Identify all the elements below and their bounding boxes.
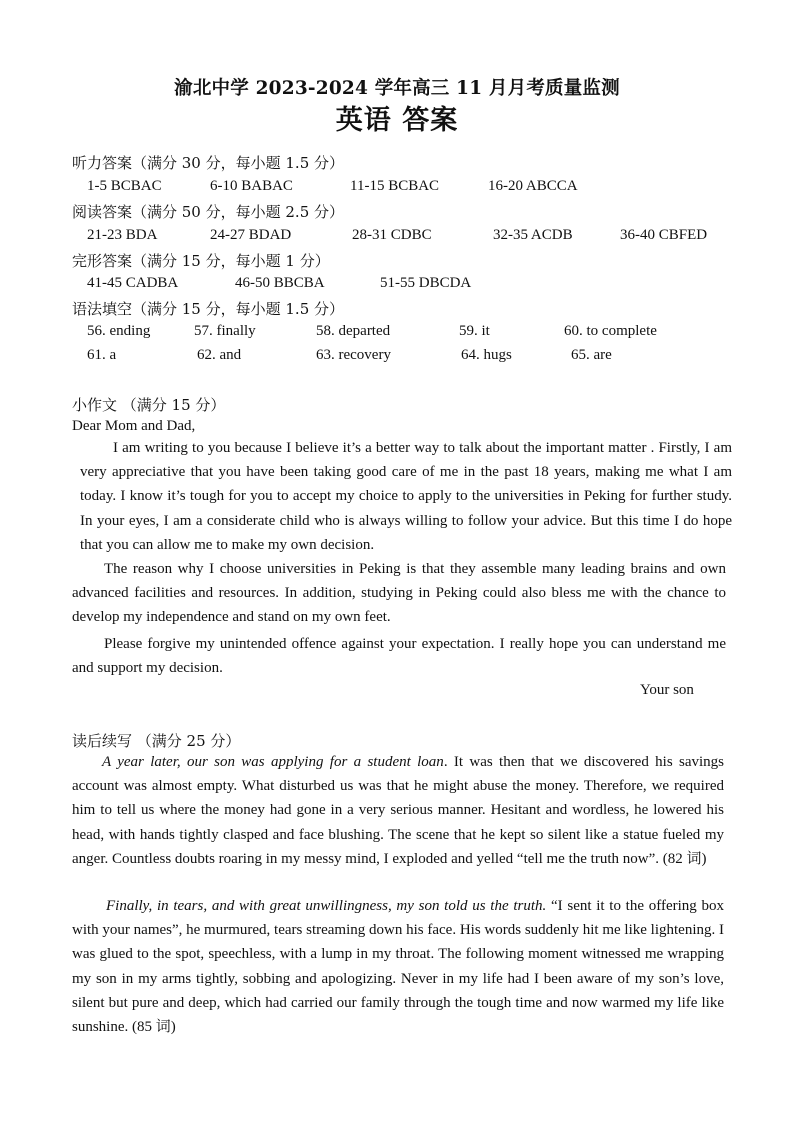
- letter-closing: Your son: [640, 682, 694, 698]
- continuation-section-label: 读后续写 （满分 25 分）: [72, 732, 241, 750]
- continuation-text-2: “I sent it to the offering box with your names”, he murmured, tears streaming down his face. His words suddenly hit me like lightening. I was glued to the spot, speechless, with a lump in my throat. The following moment witnessed me wrapping my son in my arms tightly, sobbing and apologizing. Never in my life had I been aware of my son’s love, silent but pure and deep, which had carried our family through the tough time and now warmed my life like sunshine. (85 词): [72, 898, 724, 1036]
- essay-paragraph-3: Please forgive my unintended offence against your expectation. I really hope you can understand me and support my decision.: [72, 636, 726, 677]
- answer-group: 6-10 BABAC: [210, 178, 293, 194]
- letter-greeting: Dear Mom and Dad,: [72, 418, 196, 434]
- grammar-answer: 60. to complete: [564, 323, 657, 339]
- continuation-prompt-sentence-2: Finally, in tears, and with great unwillingness, my son told us the truth.: [106, 898, 547, 914]
- answer-group: 28-31 CDBC: [352, 227, 432, 243]
- essay-paragraph-2: The reason why I choose universities in Peking is that they assemble many leading brains and own advanced facilities and resources. In addition, studying in Peking could also bless me with the chance to develop my independence and stand on my own feet.: [72, 561, 726, 626]
- answer-group: 11-15 BCBAC: [350, 178, 440, 194]
- grammar-answer: 56. ending: [87, 323, 151, 339]
- continuation-prompt-sentence-1: A year later, our son was applying for a student loan: [102, 754, 444, 770]
- grammar-section-label: 语法填空（满分 15 分，每小题 1.5 分）: [72, 300, 345, 318]
- grammar-answer: 59. it: [459, 323, 490, 339]
- answer-group: 36-40 CBFED: [620, 227, 708, 243]
- grammar-answer: 62. and: [197, 347, 242, 363]
- cloze-section-label: 完形答案（满分 15 分，每小题 1 分）: [72, 252, 330, 270]
- continuation-text-1: . It was then that we discovered his savings account was almost empty. What disturbed us was that he might abuse the money. Therefore, we required him to tell us where the money had gone in a very serious manner. Hesitant and wordless, he lowered his head, with hands tightly clasped and face blushing. The scene that he kept so silent like a statue fueled my anger. Countless doubts roaring in my messy mind, I exploded and yelled “tell me the truth now”. (82 词): [72, 754, 724, 867]
- grammar-answer: 58. departed: [316, 323, 391, 339]
- answer-group: 16-20 ABCCA: [488, 178, 578, 194]
- answer-group: 1-5 BCBAC: [87, 178, 162, 194]
- answer-group: 24-27 BDAD: [210, 227, 292, 243]
- continuation-paragraph-2: [72, 894, 724, 1039]
- listening-section-label: 听力答案（满分 30 分，每小题 1.5 分）: [72, 154, 345, 172]
- page-subtitle: 英语 答案: [335, 105, 459, 136]
- answer-group: 51-55 DBCDA: [380, 275, 472, 291]
- answer-group: 41-45 CADBA: [87, 275, 179, 291]
- answer-group: 21-23 BDA: [87, 227, 158, 243]
- answer-group: 46-50 BBCBA: [235, 275, 325, 291]
- continuation-paragraph-1: [72, 750, 724, 871]
- grammar-answer: 61. a: [87, 347, 117, 363]
- essay-paragraph-1: I am writing to you because I believe it’s a better way to talk about the important matter . Firstly, I am very appreciative that you have been taking good care of me in the past 18 years, making me what I am today. I know it’s tough for you to accept my choice to apply to the universities in Peking for further study. In your eyes, I am a considerate child who is always willing to follow your advice. But this time I do hope that you can allow me to make my own decision.: [80, 440, 732, 553]
- grammar-answer: 65. are: [571, 347, 612, 363]
- essay-section-label: 小作文 （满分 15 分）: [72, 396, 226, 414]
- answer-group: 32-35 ACDB: [493, 227, 573, 243]
- page-title: 渝北中学 2023-2024 学年高三 11 月月考质量监测: [174, 78, 620, 99]
- grammar-answer: 64. hugs: [461, 347, 512, 363]
- grammar-answer: 57. finally: [194, 323, 256, 339]
- reading-section-label: 阅读答案（满分 50 分，每小题 2.5 分）: [72, 203, 345, 221]
- grammar-answer: 63. recovery: [316, 347, 391, 363]
